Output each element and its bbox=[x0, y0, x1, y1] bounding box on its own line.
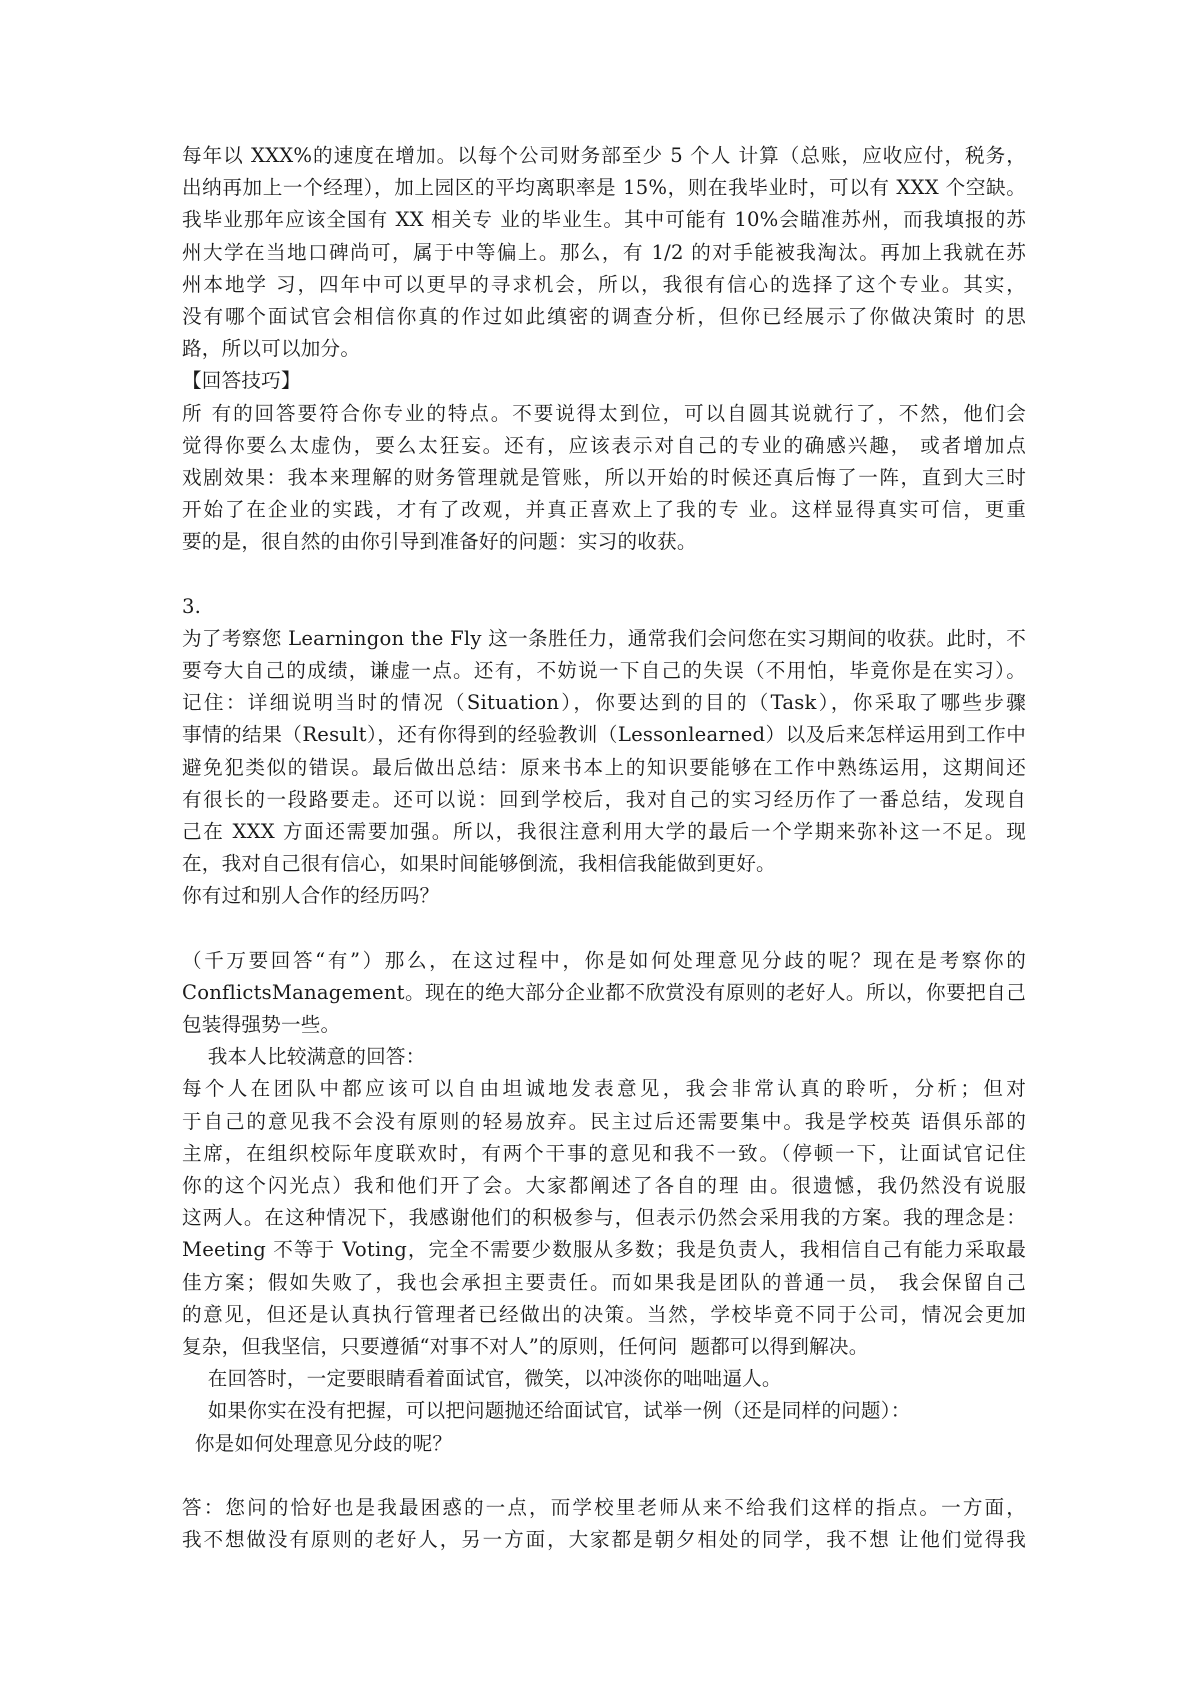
text-line: 没有哪个面试官会相信你真的作过如此缜密的调查分析，但你已经展示了你做决策时 的思 bbox=[182, 304, 1026, 328]
text-line: 戏剧效果：我本来理解的财务管理就是管账，所以开始的时候还真后悔了一阵，直到大三时 bbox=[182, 465, 1026, 489]
paragraph-sample-answer bbox=[182, 1073, 1026, 1363]
text-line: 每个人在团队中都应该可以自由坦诚地发表意见，我会非常认真的聆听，分析；但对 bbox=[182, 1077, 1026, 1101]
text-line: 包装得强势一些。 bbox=[182, 1013, 341, 1037]
satisfied-answer-label: 我本人比较满意的回答： bbox=[182, 1045, 426, 1069]
text-line: 事情的结果（Result），还有你得到的经验教训（Lessonlearned）以及后来怎样运用到工作中 bbox=[182, 723, 1026, 747]
text-line: 要夸大自己的成绩，谦虚一点。还有，不妨说一下自己的失误（不用怕，毕竟你是在实习）。 bbox=[182, 659, 1026, 682]
section-number: 3. bbox=[182, 594, 202, 618]
text-line: Meeting 不等于 Voting，完全不需要少数服从多数；我是负责人，我相信自己有能力采取最 bbox=[182, 1238, 1026, 1262]
blank-line bbox=[182, 1460, 1026, 1492]
text-line: 答：您问的恰好也是我最困惑的一点，而学校里老师从来不给我们这样的指点。一方面， bbox=[182, 1495, 1026, 1519]
text-line: 于自己的意见我不会没有原则的轻易放弃。民主过后还需要集中。我是学校英 语俱乐部的 bbox=[182, 1109, 1026, 1133]
text-line: 佳方案；假如失败了，我也会承担主要责任。而如果我是团队的普通一员， 我会保留自己 bbox=[182, 1270, 1026, 1294]
paragraph-market-analysis bbox=[182, 140, 1026, 365]
text-line: 有很长的一段路要走。还可以说：回到学校后，我对自己的实习经历作了一番总结，发现自 bbox=[182, 787, 1026, 811]
text-line: （千万要回答“有”）那么，在这过程中，你是如何处理意见分歧的呢？现在是考察你的 bbox=[182, 948, 1026, 972]
paragraph-answer bbox=[182, 1492, 1026, 1556]
tip-return-question: 如果你实在没有把握，可以把问题抛还给面试官，试举一例（还是同样的问题）： bbox=[182, 1399, 911, 1423]
heading-answer-tips: 【回答技巧】 bbox=[182, 369, 301, 393]
paragraph-internship bbox=[182, 623, 1026, 881]
text-line: 我不想做没有原则的老好人，另一方面，大家都是朝夕相处的同学，我不想 让他们觉得我 bbox=[182, 1528, 1026, 1552]
text-line: 我毕业那年应该全国有 XX 相关专 业的毕业生。其中可能有 10%会瞄准苏州，而我填报的苏 bbox=[182, 208, 1026, 232]
text-line: 路，所以可以加分。 bbox=[182, 337, 361, 361]
text-line: 觉得你要么太虚伪，要么太狂妄。还有，应该表示对自己的专业的确感兴趣， 或者增加点 bbox=[182, 433, 1026, 457]
text-line: 要的是，很自然的由你引导到准备好的问题：实习的收获。 bbox=[182, 530, 697, 554]
text-line: 开始了在企业的实践，才有了改观，并真正喜欢上了我的专 业。这样显得真实可信，更重 bbox=[182, 498, 1026, 522]
text-line: 出纳再加上一个经理），加上园区的平均离职率是 15%，则在我毕业时，可以有 XXX 个空缺。 bbox=[182, 176, 1026, 200]
document-page bbox=[182, 140, 1026, 1556]
text-line: 主席，在组织校际年度联欢时，有两个干事的意见和我不一致。（停顿一下，让面试官记住 bbox=[182, 1141, 1026, 1165]
text-line: 记住：详细说明当时的情况（Situation），你要达到的目的（Task），你采取了哪些步骤 bbox=[182, 691, 1026, 715]
paragraph-answer-tips bbox=[182, 398, 1026, 559]
text-line: 这两人。在这种情况下，我感谢他们的积极参与，但表示仍然会采用我的方案。我的理念是： bbox=[182, 1206, 1026, 1230]
text-line: 州本地学 习，四年中可以更早的寻求机会，所以，我很有信心的选择了这个专业。其实， bbox=[182, 272, 1026, 296]
text-line: 在，我对自己很有信心，如果时间能够倒流，我相信我能做到更好。 bbox=[182, 852, 776, 876]
question-disagreement: 你是如何处理意见分歧的呢？ bbox=[182, 1431, 453, 1455]
text-line: 每年以 XXX%的速度在增加。以每个公司财务部至少 5 个人 计算（总账，应收应付，税务， bbox=[182, 144, 1026, 167]
text-line: 避免犯类似的错误。最后做出总结：原来书本上的知识要能够在工作中熟练运用，这期间还 bbox=[182, 755, 1026, 779]
text-line: 的意见，但还是认真执行管理者已经做出的决策。当然，学校毕竟不同于公司，情况会更加 bbox=[182, 1302, 1026, 1326]
text-line: 州大学在当地口碑尚可，属于中等偏上。那么，有 1/2 的对手能被我淘汰。再加上我就在苏 bbox=[182, 240, 1026, 264]
text-line: 你的这个闪光点）我和他们开了会。大家都阐述了各自的理 由。很遗憾，我仍然没有说服 bbox=[182, 1174, 1026, 1197]
blank-line bbox=[182, 558, 1026, 590]
text-line: 为了考察您 Learningon the Fly 这一条胜任力，通常我们会问您在实习期间的收获。此时，不 bbox=[182, 626, 1026, 650]
text-line: 复杂，但我坚信，只要遵循“对事不对人”的原则，任何问 题都可以得到解决。 bbox=[182, 1334, 869, 1358]
text-line: 己在 XXX 方面还需要加强。所以，我很注意利用大学的最后一个学期来弥补这一不足。现 bbox=[182, 819, 1026, 843]
tip-eye-contact: 在回答时，一定要眼睛看着面试官，微笑，以冲淡你的咄咄逼人。 bbox=[182, 1367, 782, 1391]
text-line: 所 有的回答要符合你专业的特点。不要说得太到位，可以自圆其说就行了，不然，他们会 bbox=[182, 401, 1026, 425]
text-line: ConflictsManagement。现在的绝大部分企业都不欣赏没有原则的老好人。所以，你要把自己 bbox=[182, 980, 1026, 1004]
paragraph-conflicts bbox=[182, 945, 1026, 1042]
question-cooperation: 你有过和别人合作的经历吗？ bbox=[182, 884, 440, 908]
blank-line bbox=[182, 913, 1026, 945]
